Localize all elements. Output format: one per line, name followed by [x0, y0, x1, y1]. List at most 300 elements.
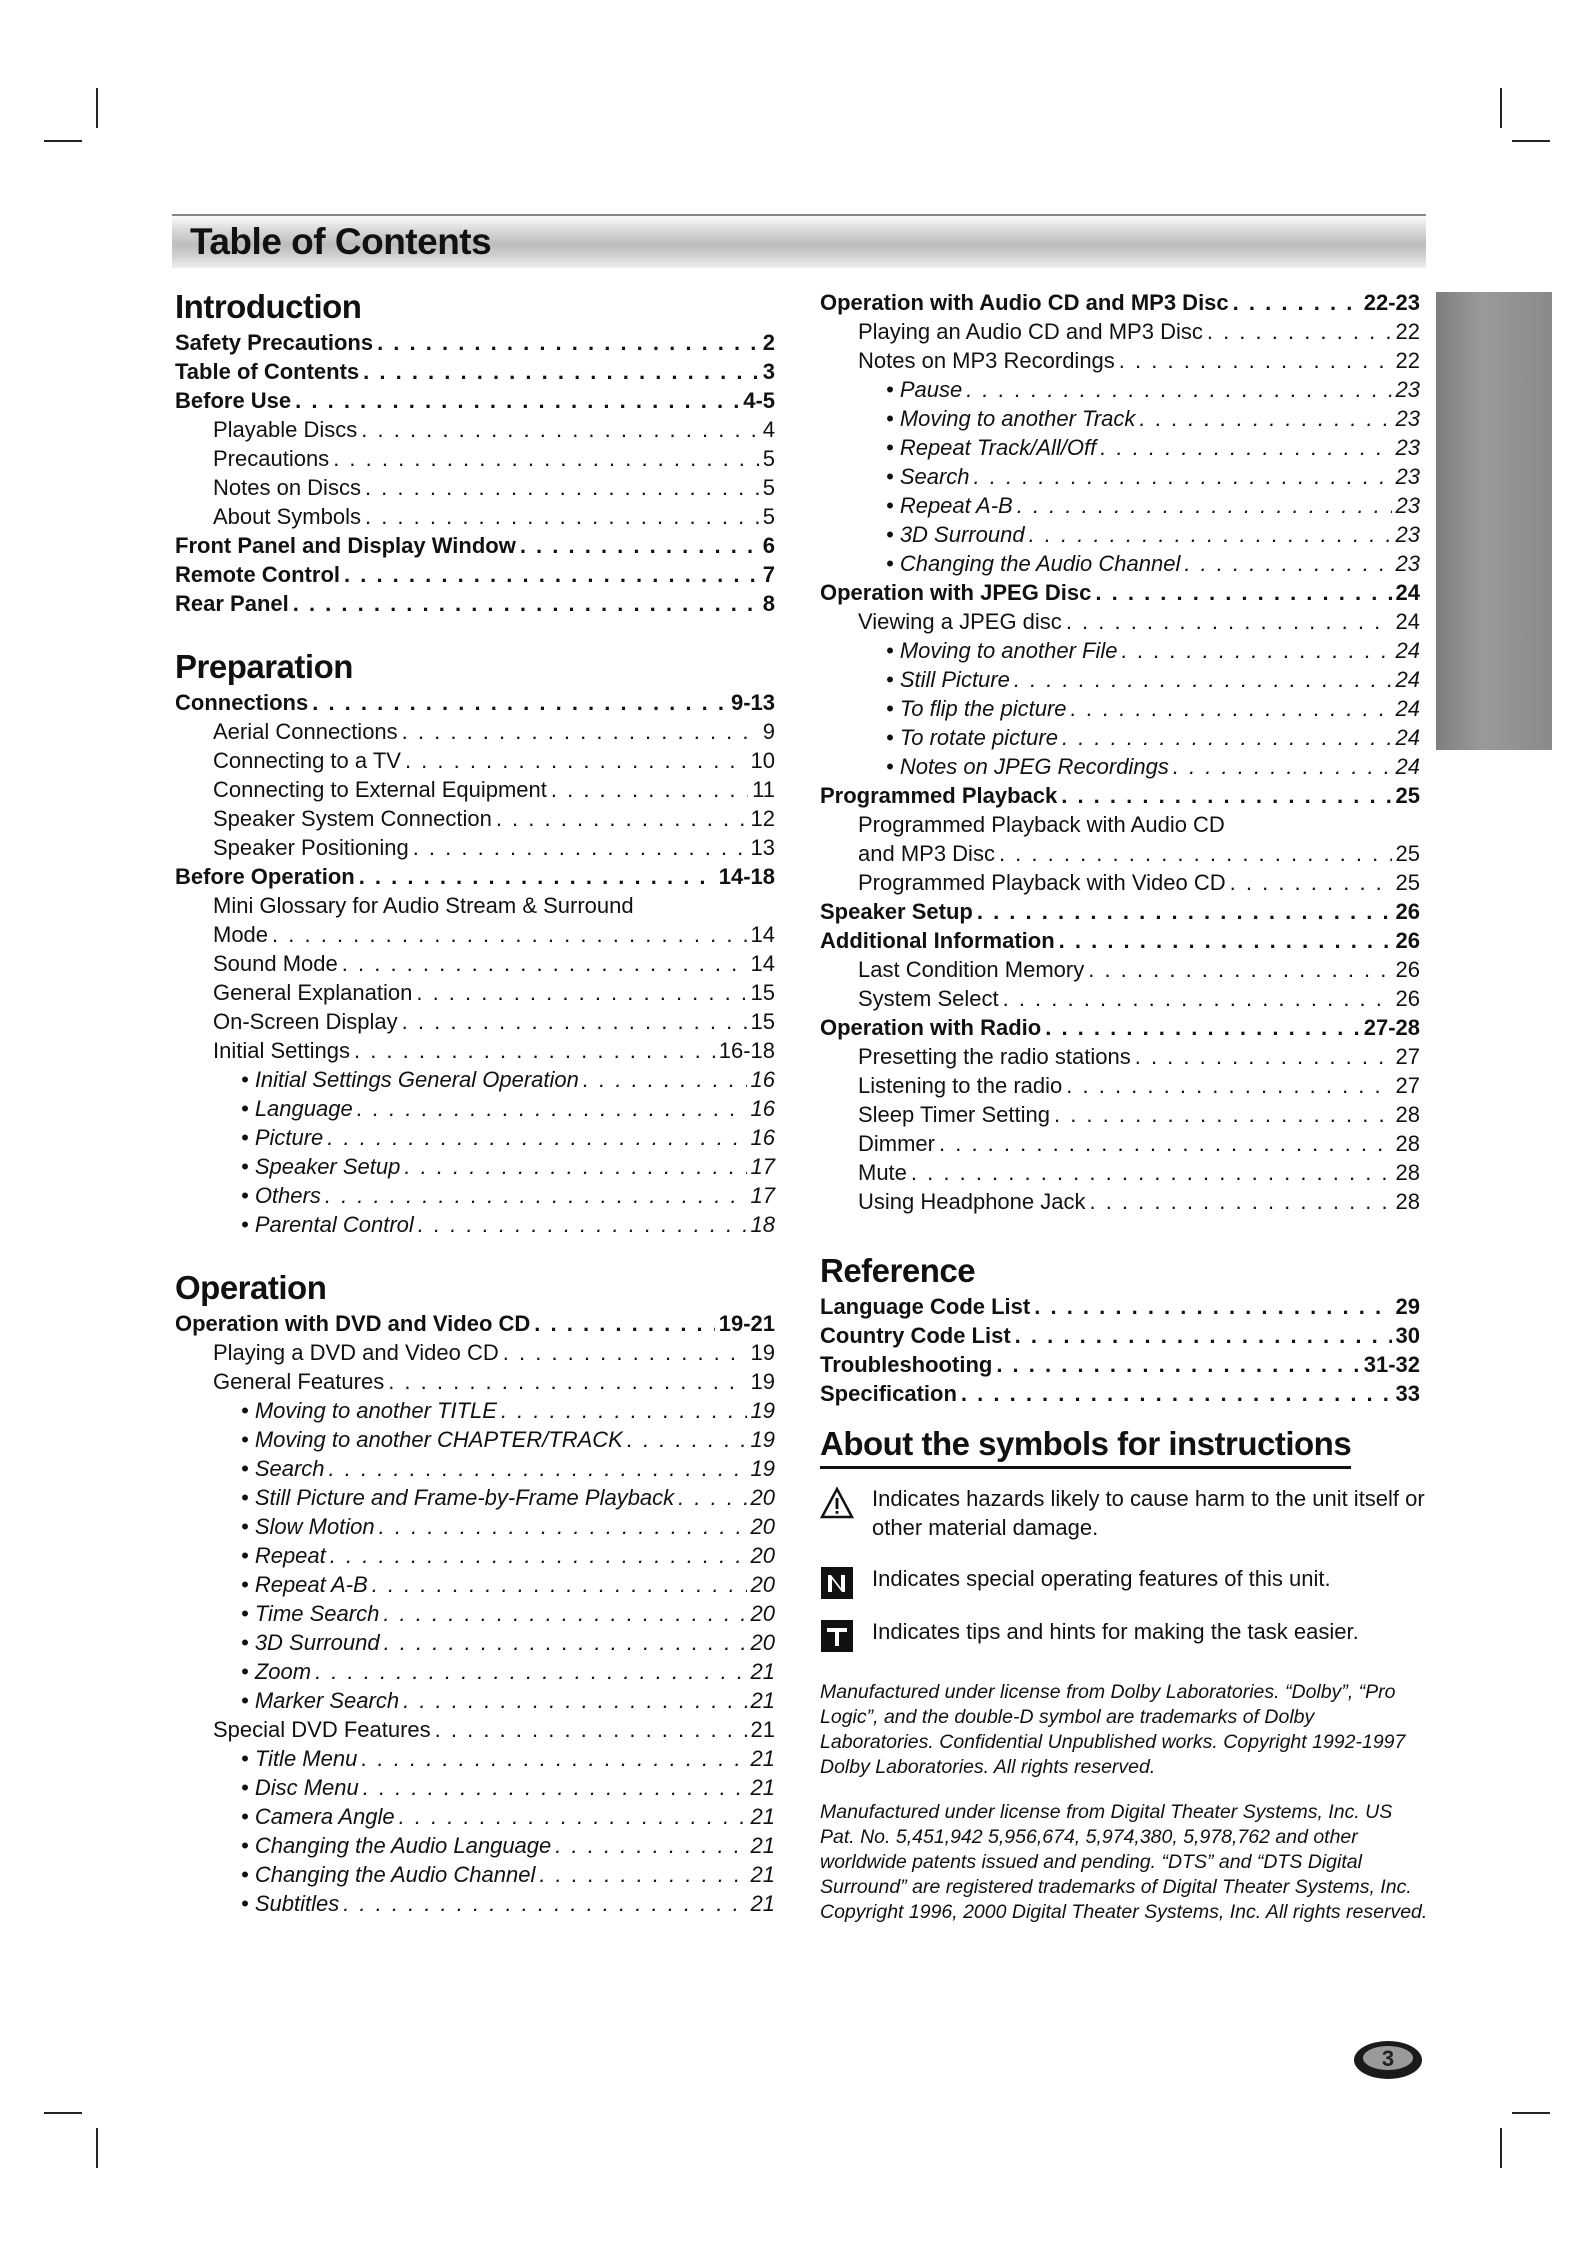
toc-entry — [820, 1158, 1420, 1187]
toc-entry-label: • Zoom — [241, 1659, 312, 1684]
toc-entry — [175, 444, 775, 473]
section-heading: Operation — [175, 1269, 327, 1306]
toc-entry — [175, 1889, 775, 1918]
toc-entry-page: 10 — [750, 748, 775, 773]
toc-leader-dots — [312, 688, 727, 717]
toc-entry-label: Country Code List — [820, 1323, 1011, 1348]
toc-entry-label: • Moving to another File — [886, 638, 1118, 663]
toc-entry — [175, 589, 775, 618]
toc-entry-label: Notes on Discs — [213, 475, 361, 500]
toc-entry — [820, 288, 1420, 317]
toc-leader-dots — [961, 1379, 1392, 1408]
toc-entry-page: 11 — [752, 777, 775, 802]
toc-entry-label: General Features — [213, 1369, 385, 1394]
toc-entry-page: 28 — [1395, 1131, 1420, 1156]
toc-entry-label: • Marker Search — [241, 1688, 400, 1713]
toc-leader-dots — [1230, 868, 1392, 897]
toc-entry-label: On-Screen Display — [213, 1009, 398, 1034]
toc-entry-page: 16-18 — [718, 1038, 775, 1063]
symbol-warning — [820, 1484, 1425, 1542]
toc-leader-dots — [1139, 404, 1391, 433]
toc-leader-dots — [999, 839, 1392, 868]
toc-entry-label: • Disc Menu — [241, 1775, 359, 1800]
toc-entry-label: Remote Control — [175, 562, 340, 587]
toc-entry-page: 19 — [750, 1427, 775, 1452]
toc-entry-page: 23 — [1395, 493, 1420, 518]
symbol-tip-text: Indicates tips and hints for making the task easier. — [872, 1619, 1359, 1644]
toc-entry — [175, 531, 775, 560]
symbols-heading: About the symbols for instructions — [820, 1424, 1351, 1469]
toc-leader-dots — [1173, 752, 1392, 781]
toc-entry — [175, 775, 775, 804]
toc-leader-dots — [272, 920, 746, 949]
toc-entry — [820, 549, 1420, 578]
toc-entry — [820, 346, 1420, 375]
toc-leader-dots — [365, 473, 759, 502]
section-heading: Preparation — [175, 648, 353, 685]
toc-entry-page: 26 — [1395, 957, 1420, 982]
toc-entry-label: • Initial Settings General Operation — [241, 1067, 579, 1092]
toc-entry-label: Listening to the radio — [858, 1073, 1063, 1098]
toc-entry-page: 24 — [1395, 609, 1420, 634]
toc-entry — [820, 665, 1420, 694]
toc-entry-label: Speaker System Connection — [213, 806, 492, 831]
toc-entry — [175, 1454, 775, 1483]
toc-entry — [175, 1036, 775, 1065]
toc-entry — [175, 1512, 775, 1541]
toc-leader-dots — [333, 444, 759, 473]
symbol-warning-text: Indicates hazards likely to cause harm to the unit itself or other material damage. — [872, 1486, 1425, 1540]
toc-leader-dots — [363, 357, 759, 386]
toc-entry-page: 24 — [1395, 754, 1420, 779]
toc-entry-page: 9-13 — [730, 690, 775, 715]
toc-entry — [820, 897, 1420, 926]
toc-leader-dots — [1066, 607, 1392, 636]
toc-entry — [175, 1181, 775, 1210]
toc-entry-label: • Still Picture and Frame-by-Frame Playback — [241, 1485, 675, 1510]
toc-leader-dots — [388, 1367, 746, 1396]
toc-leader-dots — [330, 1541, 747, 1570]
toc-entry-label: Operation with JPEG Disc — [820, 580, 1092, 605]
toc-entry-label: Operation with Audio CD and MP3 Disc — [820, 290, 1229, 315]
toc-entry — [175, 415, 775, 444]
toc-entry-page: 28 — [1395, 1160, 1420, 1185]
toc-leader-dots — [678, 1483, 746, 1512]
toc-entry — [175, 1210, 775, 1239]
toc-entry-page: 14 — [750, 922, 775, 947]
toc-entry — [820, 607, 1420, 636]
toc-entry — [820, 752, 1420, 781]
toc-entry-label: • Title Menu — [241, 1746, 358, 1771]
toc-entry-page: 20 — [750, 1514, 775, 1539]
toc-leader-dots — [383, 1599, 746, 1628]
toc-entry-label: Table of Contents — [175, 359, 360, 384]
toc-entry-label: • Repeat A-B — [886, 493, 1013, 518]
toc-entry-label: • Repeat — [241, 1543, 326, 1568]
toc-leader-dots — [413, 833, 747, 862]
toc-leader-dots — [503, 1338, 747, 1367]
toc-entry-page: 21 — [750, 1688, 775, 1713]
toc-entry-page: 16 — [750, 1067, 775, 1092]
toc-leader-dots — [1045, 1013, 1359, 1042]
tip-icon — [820, 1619, 854, 1653]
toc-entry-page: 19 — [750, 1456, 775, 1481]
toc-entry — [175, 386, 775, 415]
toc-entry — [175, 1715, 775, 1744]
toc-entry — [175, 560, 775, 589]
toc-entry-page: 19 — [750, 1369, 775, 1394]
toc-entry — [175, 978, 775, 1007]
toc-entry — [175, 502, 775, 531]
toc-leader-dots — [1054, 1100, 1392, 1129]
toc-entry — [175, 1338, 775, 1367]
toc-entry-label: Special DVD Features — [213, 1717, 431, 1742]
toc-entry-page: 20 — [750, 1485, 775, 1510]
toc-entry-label: Mute — [858, 1160, 907, 1185]
toc-entry-page: 21 — [750, 1862, 775, 1887]
toc-entry — [820, 1187, 1420, 1216]
toc-entry-label: • To rotate picture — [886, 725, 1058, 750]
toc-leader-dots — [539, 1860, 746, 1889]
toc-leader-dots — [402, 717, 759, 746]
toc-entry — [820, 1013, 1420, 1042]
section-spacer — [820, 1216, 1420, 1252]
toc-entry-page: 14-18 — [718, 864, 775, 889]
section-heading: Reference — [820, 1252, 976, 1289]
toc-entry — [175, 1802, 775, 1831]
toc-entry-page: 24 — [1395, 580, 1420, 605]
toc-entry-page: 16 — [750, 1125, 775, 1150]
crop-mark — [44, 2112, 82, 2114]
toc-entry — [820, 1042, 1420, 1071]
toc-entry — [820, 317, 1420, 346]
toc-entry — [175, 833, 775, 862]
toc-right-column — [820, 288, 1420, 1408]
toc-entry — [175, 1860, 775, 1889]
toc-entry-page: 2 — [762, 330, 775, 355]
toc-entry — [820, 955, 1420, 984]
toc-leader-dots — [1135, 1042, 1392, 1071]
toc-leader-dots — [405, 746, 747, 775]
toc-entry-label: • Still Picture — [886, 667, 1010, 692]
toc-entry — [820, 636, 1420, 665]
toc-entry-label: Programmed Playback — [820, 783, 1058, 808]
toc-entry-label: Dimmer — [858, 1131, 935, 1156]
toc-leader-dots — [361, 1744, 746, 1773]
toc-entry-page: 24 — [1395, 696, 1420, 721]
toc-entry-page: 28 — [1395, 1189, 1420, 1214]
toc-entry-continued: Mini Glossary for Audio Stream & Surround — [213, 893, 634, 918]
symbol-tip — [820, 1617, 1425, 1646]
toc-entry — [175, 1425, 775, 1454]
toc-entry-page: 4 — [762, 417, 775, 442]
toc-entry-page: 24 — [1395, 725, 1420, 750]
toc-entry-label: Aerial Connections — [213, 719, 398, 744]
toc-entry — [820, 984, 1420, 1013]
toc-entry-label: • Search — [886, 464, 970, 489]
toc-entry-label: Safety Precautions — [175, 330, 374, 355]
toc-entry-label: Troubleshooting — [820, 1352, 993, 1377]
toc-entry-page: 23 — [1395, 406, 1420, 431]
toc-leader-dots — [996, 1350, 1359, 1379]
toc-entry — [175, 1152, 775, 1181]
toc-leader-dots — [974, 462, 1392, 491]
toc-entry — [820, 1071, 1420, 1100]
toc-entry-label: • Moving to another Track — [886, 406, 1136, 431]
page-number: 3 — [1381, 2046, 1395, 2071]
toc-leader-dots — [1014, 665, 1392, 694]
toc-leader-dots — [966, 375, 1391, 404]
toc-entry — [820, 578, 1420, 607]
toc-entry-page: 23 — [1395, 522, 1420, 547]
toc-entry-label: • To flip the picture — [886, 696, 1067, 721]
toc-entry-page: 27 — [1395, 1073, 1420, 1098]
toc-leader-dots — [354, 1036, 715, 1065]
toc-entry-page: 29 — [1395, 1294, 1420, 1319]
toc-entry — [175, 746, 775, 775]
toc-entry-label: Before Use — [175, 388, 292, 413]
toc-entry-label: Viewing a JPEG disc — [858, 609, 1062, 634]
toc-entry-label: Connecting to a TV — [213, 748, 401, 773]
toc-leader-dots — [1121, 636, 1391, 665]
toc-entry-label: • Picture — [241, 1125, 324, 1150]
toc-entry-page: 25 — [1395, 870, 1420, 895]
toc-entry-page: 21 — [750, 1746, 775, 1771]
toc-entry-label: • Time Search — [241, 1601, 380, 1626]
toc-entry-label: Presetting the radio stations — [858, 1044, 1131, 1069]
toc-leader-dots — [363, 1773, 747, 1802]
toc-entry-page: 26 — [1395, 986, 1420, 1011]
toc-leader-dots — [911, 1158, 1392, 1187]
toc-leader-dots — [343, 1889, 746, 1918]
toc-entry-page: 22-23 — [1363, 290, 1420, 315]
toc-entry-label: • Camera Angle — [241, 1804, 395, 1829]
toc-entry-page: 17 — [750, 1154, 775, 1179]
toc-entry — [175, 1541, 775, 1570]
toc-entry — [175, 1396, 775, 1425]
toc-entry-label: Before Operation — [175, 864, 355, 889]
symbol-note — [820, 1564, 1425, 1593]
toc-entry-page: 27 — [1395, 1044, 1420, 1069]
toc-entry-page: 31-32 — [1363, 1352, 1420, 1377]
toc-leader-dots — [1003, 984, 1392, 1013]
toc-leader-dots — [416, 978, 746, 1007]
toc-left-column — [175, 288, 775, 1918]
toc-entry-label: Programmed Playback with Video CD — [858, 870, 1226, 895]
toc-entry-page: 26 — [1395, 928, 1420, 953]
toc-entry — [820, 1379, 1420, 1408]
toc-entry-page: 22 — [1395, 319, 1420, 344]
toc-entry-page: 21 — [750, 1659, 775, 1684]
toc-entry — [175, 1744, 775, 1773]
toc-entry-label: • Language — [241, 1096, 353, 1121]
toc-entry — [820, 723, 1420, 752]
toc-entry-label: System Select — [858, 986, 999, 1011]
toc-entry — [175, 1657, 775, 1686]
toc-entry-page: 6 — [762, 533, 775, 558]
toc-entry-page: 19-21 — [718, 1311, 775, 1336]
toc-entry-label: Speaker Setup — [820, 899, 973, 924]
toc-entry-label: and MP3 Disc — [858, 841, 995, 866]
toc-leader-dots — [315, 1657, 746, 1686]
crop-mark — [1500, 88, 1502, 128]
toc-entry-label: Connections — [175, 690, 309, 715]
title-banner — [172, 214, 1426, 268]
toc-entry-label: Precautions — [213, 446, 330, 471]
toc-entry-page: 25 — [1395, 841, 1420, 866]
toc-leader-dots — [496, 804, 747, 833]
toc-entry — [820, 520, 1420, 549]
toc-entry-label: • Moving to another CHAPTER/TRACK — [241, 1427, 623, 1452]
toc-leader-dots — [1184, 549, 1391, 578]
toc-entry-page: 20 — [750, 1601, 775, 1626]
toc-leader-dots — [939, 1129, 1392, 1158]
toc-entry-label: • Moving to another TITLE — [241, 1398, 497, 1423]
toc-leader-dots — [418, 1210, 747, 1239]
toc-entry — [175, 1367, 775, 1396]
toc-entry — [175, 862, 775, 891]
toc-entry-page: 19 — [750, 1398, 775, 1423]
toc-leader-dots — [1119, 346, 1392, 375]
toc-leader-dots — [1059, 926, 1392, 955]
toc-entry-label: • Changing the Audio Language — [241, 1833, 552, 1858]
toc-entry — [175, 473, 775, 502]
toc-entry-label: • Search — [241, 1456, 325, 1481]
toc-entry-page: 16 — [750, 1096, 775, 1121]
page-number-badge — [1352, 2038, 1426, 2082]
toc-entry-label: • 3D Surround — [886, 522, 1025, 547]
toc-entry-page: 17 — [750, 1183, 775, 1208]
toc-leader-dots — [404, 1152, 746, 1181]
toc-entry-page: 23 — [1395, 551, 1420, 576]
toc-leader-dots — [359, 862, 715, 891]
toc-entry-label: Connecting to External Equipment — [213, 777, 547, 802]
toc-entry-page: 33 — [1395, 1381, 1420, 1406]
toc-entry-label: Mode — [213, 922, 269, 947]
toc-entry — [820, 375, 1420, 404]
toc-leader-dots — [329, 1454, 747, 1483]
toc-entry-label: Sound Mode — [213, 951, 338, 976]
crop-mark — [96, 2128, 98, 2168]
toc-entry-page: 23 — [1395, 377, 1420, 402]
toc-entry-continued: Programmed Playback with Audio CD — [858, 812, 1225, 837]
crop-mark — [1500, 2128, 1502, 2168]
toc-leader-dots — [1029, 520, 1392, 549]
toc-entry — [820, 868, 1420, 897]
toc-entry-page: 21 — [750, 1833, 775, 1858]
crop-mark — [44, 140, 82, 142]
toc-entry-label: Initial Settings — [213, 1038, 350, 1063]
toc-leader-dots — [1061, 781, 1391, 810]
toc-entry-label: Playing a DVD and Video CD — [213, 1340, 499, 1365]
warning-triangle-icon — [820, 1486, 854, 1520]
toc-leader-dots — [977, 897, 1392, 926]
crop-mark — [1512, 2112, 1550, 2114]
toc-leader-dots — [555, 1831, 746, 1860]
toc-entry — [820, 462, 1420, 491]
toc-entry-page: 21 — [750, 1717, 775, 1742]
toc-entry — [820, 839, 1420, 868]
toc-leader-dots — [1095, 578, 1391, 607]
toc-entry-label: Playable Discs — [213, 417, 358, 442]
toc-entry-label: Additional Information — [820, 928, 1055, 953]
toc-leader-dots — [1066, 1071, 1391, 1100]
toc-entry-label: • Slow Motion — [241, 1514, 375, 1539]
toc-entry-label: General Explanation — [213, 980, 413, 1005]
toc-entry — [820, 404, 1420, 433]
toc-entry-page: 5 — [762, 475, 775, 500]
toc-entry — [175, 1065, 775, 1094]
toc-leader-dots — [384, 1628, 747, 1657]
toc-entry-page: 21 — [750, 1891, 775, 1916]
toc-leader-dots — [534, 1309, 714, 1338]
toc-leader-dots — [361, 415, 758, 444]
toc-entry-page: 20 — [750, 1543, 775, 1568]
toc-entry — [175, 328, 775, 357]
toc-entry — [175, 1094, 775, 1123]
toc-entry-label: Rear Panel — [175, 591, 289, 616]
toc-entry — [175, 1483, 775, 1512]
toc-entry — [175, 1628, 775, 1657]
toc-leader-dots — [399, 1802, 747, 1831]
toc-entry-page: 21 — [750, 1775, 775, 1800]
toc-leader-dots — [435, 1715, 747, 1744]
toc-entry-page: 3 — [762, 359, 775, 384]
toc-entry-page: 25 — [1395, 783, 1420, 808]
toc-entry-page: 28 — [1395, 1102, 1420, 1127]
toc-entry — [820, 491, 1420, 520]
toc-entry-label: • Changing the Audio Channel — [886, 551, 1181, 576]
toc-entry-page: 5 — [762, 504, 775, 529]
dolby-notice: Manufactured under license from Dolby Laboratories. “Dolby”, “Pro Logic”, and the double-D symbol are trademarks of Dolby Laboratories. Confidential Unpublished works. Copyright 1992-1997 Dolby Laboratories. All rights reserved. — [820, 1681, 1406, 1778]
toc-entry — [175, 1686, 775, 1715]
toc-entry — [175, 1831, 775, 1860]
crop-mark — [96, 88, 98, 128]
toc-entry — [820, 694, 1420, 723]
toc-entry-page: 7 — [762, 562, 775, 587]
toc-entry — [175, 1599, 775, 1628]
toc-entry-label: • 3D Surround — [241, 1630, 380, 1655]
section-tab — [1436, 292, 1552, 750]
toc-leader-dots — [1062, 723, 1392, 752]
toc-entry-page: 14 — [750, 951, 775, 976]
toc-entry-page: 21 — [750, 1804, 775, 1829]
toc-entry-page: 24 — [1395, 638, 1420, 663]
toc-leader-dots — [377, 328, 759, 357]
toc-leader-dots — [1088, 955, 1391, 984]
toc-entry-label: Speaker Positioning — [213, 835, 409, 860]
toc-entry-page: 20 — [750, 1630, 775, 1655]
toc-entry-page: 26 — [1395, 899, 1420, 924]
toc-leader-dots — [1089, 1187, 1391, 1216]
toc-entry-label: • Notes on JPEG Recordings — [886, 754, 1169, 779]
toc-leader-dots — [1207, 317, 1392, 346]
dts-notice: Manufactured under license from Digital Theater Systems, Inc. US Pat. No. 5,451,942 5,956,674, 5,974,380, 5,978,762 and other worldwide patents issued and pending. “DTS” and “DTS Digital Surround” are registered trademarks of Digital Theater Systems, Inc. Copyright 1996, 2000 Digital Theater Systems, Inc. All rights reserved. — [820, 1801, 1428, 1923]
toc-leader-dots — [365, 502, 759, 531]
toc-entry-label: • Changing the Audio Channel — [241, 1862, 536, 1887]
toc-leader-dots — [379, 1512, 747, 1541]
toc-entry-label: • Others — [241, 1183, 321, 1208]
toc-entry-page: 27-28 — [1363, 1015, 1420, 1040]
toc-entry-page: 5 — [762, 446, 775, 471]
toc-leader-dots — [403, 1686, 746, 1715]
toc-entry-page: 4-5 — [743, 388, 775, 413]
toc-entry — [820, 1129, 1420, 1158]
toc-entry-label: Sleep Timer Setting — [858, 1102, 1050, 1127]
toc-entry — [175, 717, 775, 746]
toc-entry-label: Operation with DVD and Video CD — [175, 1311, 531, 1336]
toc-leader-dots — [295, 386, 739, 415]
